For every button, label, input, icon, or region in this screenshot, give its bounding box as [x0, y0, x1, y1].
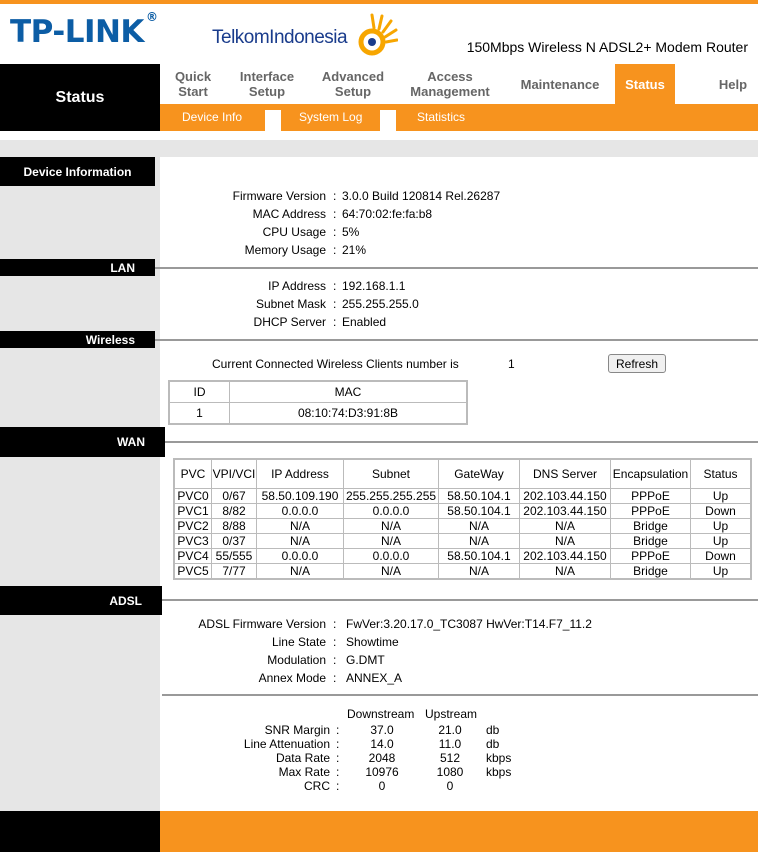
- table-cell: 255.255.255.255: [344, 489, 439, 504]
- ip-label: IP Address: [268, 279, 326, 293]
- annex-label: Annex Mode: [258, 671, 326, 685]
- table-cell: 58.50.104.1: [439, 504, 520, 519]
- table-cell: 7/77: [212, 564, 257, 580]
- menu-access-management[interactable]: Access Management: [410, 69, 490, 99]
- table-row: [174, 564, 751, 580]
- table-cell: N/A: [439, 564, 520, 580]
- annex-value: ANNEX_A: [346, 671, 403, 685]
- stat-label: CRC: [304, 779, 330, 793]
- table-cell: PVC2: [174, 519, 212, 534]
- table-cell: N/A: [520, 534, 611, 549]
- table-cell: N/A: [344, 564, 439, 580]
- table-cell: PPPoE: [611, 489, 691, 504]
- colon: :: [333, 279, 337, 293]
- cpu-label: CPU Usage: [262, 225, 326, 239]
- table-cell: N/A: [257, 519, 344, 534]
- table-cell: 58.50.109.190: [257, 489, 344, 504]
- stat-downstream: 14.0: [370, 737, 394, 751]
- dhcp-label: DHCP Server: [253, 315, 326, 329]
- sub-menu: [160, 104, 758, 131]
- table-cell: PVC1: [174, 504, 212, 519]
- table-cell: Up: [691, 564, 752, 580]
- colon: :: [333, 617, 337, 631]
- submenu-system-log[interactable]: System Log: [299, 110, 363, 124]
- menu-maintenance[interactable]: Maintenance: [520, 76, 600, 92]
- table-header-id: ID: [169, 381, 230, 403]
- table-cell: N/A: [344, 519, 439, 534]
- stat-label: Data Rate: [275, 751, 330, 765]
- menu-help[interactable]: Help: [718, 76, 748, 92]
- section-wireless: Wireless: [0, 331, 155, 348]
- table-cell: Bridge: [611, 519, 691, 534]
- stat-label: Max Rate: [278, 765, 330, 779]
- colon: :: [333, 225, 337, 239]
- colon: :: [333, 297, 337, 311]
- telkom-logo-text: TelkomIndonesia: [212, 27, 348, 48]
- wan-header-status: Status: [691, 459, 752, 489]
- wan-header-ip: IP Address: [257, 459, 344, 489]
- modulation-value: G.DMT: [346, 653, 385, 667]
- submenu-statistics[interactable]: Statistics: [417, 110, 466, 124]
- section-wan: WAN: [0, 427, 165, 457]
- registered-mark: ®: [145, 9, 158, 24]
- ip-value: 192.168.1.1: [342, 279, 406, 293]
- table-cell: 202.103.44.150: [520, 489, 611, 504]
- section-device-information: Device Information: [0, 157, 155, 186]
- stat-unit: kbps: [486, 751, 512, 765]
- table-cell: 0/37: [212, 534, 257, 549]
- table-cell: N/A: [344, 534, 439, 549]
- table-row: [174, 549, 751, 564]
- mac-label: MAC Address: [252, 207, 326, 221]
- table-cell: PVC0: [174, 489, 212, 504]
- wan-header-encapsulation: Encapsulation: [611, 459, 691, 489]
- menu-interface-setup[interactable]: Interface Setup: [239, 69, 295, 99]
- content-top-band: [0, 140, 758, 157]
- table-cell: 55/555: [212, 549, 257, 564]
- firmware-label: Firmware Version: [232, 189, 326, 203]
- telkom-sun-icon: [352, 12, 398, 58]
- mac-value: 64:70:02:fe:fa:b8: [342, 207, 433, 221]
- main-menu: [160, 64, 758, 104]
- colon: :: [336, 737, 340, 751]
- divider: [162, 694, 758, 696]
- wan-header-dns: DNS Server: [520, 459, 611, 489]
- refresh-button[interactable]: Refresh: [608, 354, 666, 373]
- table-cell: 8/82: [212, 504, 257, 519]
- menu-advanced-setup[interactable]: Advanced Setup: [321, 69, 385, 99]
- table-cell: 0.0.0.0: [344, 504, 439, 519]
- table-cell: PPPoE: [611, 549, 691, 564]
- table-row: [174, 519, 751, 534]
- product-name: 150Mbps Wireless N ADSL2+ Modem Router: [466, 39, 748, 55]
- table-cell: 0.0.0.0: [257, 504, 344, 519]
- table-cell: PVC5: [174, 564, 212, 580]
- wan-header-gateway: GateWay: [439, 459, 520, 489]
- colon: :: [333, 207, 337, 221]
- divider: [165, 441, 758, 443]
- subnet-label: Subnet Mask: [255, 297, 326, 311]
- upstream-header: Upstream: [425, 707, 478, 721]
- wan-header-pvc: PVC: [174, 459, 212, 489]
- footer-left: [0, 811, 160, 852]
- table-cell: 1: [169, 403, 230, 425]
- stat-downstream: 37.0: [370, 723, 394, 737]
- colon: :: [336, 723, 340, 737]
- brand-text: TP-LINK: [10, 14, 144, 50]
- table-cell: PVC4: [174, 549, 212, 564]
- submenu-divider: [380, 110, 396, 131]
- table-cell: N/A: [439, 534, 520, 549]
- stat-downstream: 10976: [365, 765, 399, 779]
- wireless-clients-label: Current Connected Wireless Clients number is: [212, 357, 459, 371]
- colon: :: [333, 635, 337, 649]
- stat-downstream: 0: [378, 779, 386, 793]
- table-row: [174, 534, 751, 549]
- colon: :: [333, 189, 337, 203]
- section-adsl: ADSL: [0, 586, 162, 615]
- adsl-firmware-label: ADSL Firmware Version: [198, 617, 326, 631]
- page-title: Status: [0, 64, 160, 131]
- cpu-value: 5%: [342, 225, 360, 239]
- table-cell: Down: [691, 549, 752, 564]
- divider: [155, 339, 758, 341]
- tp-link-logo: [10, 9, 158, 50]
- adsl-firmware-value: FwVer:3.20.17.0_TC3087 HwVer:T14.F7_11.2: [346, 617, 592, 631]
- line-state-value: Showtime: [346, 635, 399, 649]
- header: [0, 4, 758, 64]
- footer-bar: [160, 811, 758, 852]
- table-cell: N/A: [257, 564, 344, 580]
- stat-upstream: 21.0: [438, 723, 462, 737]
- table-cell: Up: [691, 534, 752, 549]
- table-cell: 0.0.0.0: [257, 549, 344, 564]
- wan-header-subnet: Subnet: [344, 459, 439, 489]
- submenu-device-info[interactable]: Device Info: [182, 110, 243, 124]
- stat-unit: db: [486, 723, 500, 737]
- menu-status[interactable]: Status: [615, 64, 675, 104]
- stat-downstream: 2048: [368, 751, 396, 765]
- memory-value: 21%: [342, 243, 367, 257]
- table-cell: N/A: [439, 519, 520, 534]
- stat-upstream: 0: [446, 779, 454, 793]
- menu-quick-start[interactable]: Quick Start: [174, 69, 212, 99]
- colon: :: [336, 765, 340, 779]
- stat-label: SNR Margin: [264, 723, 330, 737]
- downstream-header: Downstream: [347, 707, 415, 721]
- colon: :: [336, 779, 340, 793]
- table-cell: PPPoE: [611, 504, 691, 519]
- stat-upstream: 1080: [436, 765, 464, 779]
- colon: :: [333, 243, 337, 257]
- wireless-clients-count: 1: [508, 357, 515, 371]
- table-cell: 58.50.104.1: [439, 549, 520, 564]
- table-cell: 202.103.44.150: [520, 549, 611, 564]
- stat-unit: db: [486, 737, 500, 751]
- modulation-label: Modulation: [267, 653, 326, 667]
- table-cell: N/A: [257, 534, 344, 549]
- table-cell: 0/67: [212, 489, 257, 504]
- table-cell: Up: [691, 519, 752, 534]
- colon: :: [336, 751, 340, 765]
- table-cell: 0.0.0.0: [344, 549, 439, 564]
- table-cell: PVC3: [174, 534, 212, 549]
- table-header-mac: MAC: [230, 381, 468, 403]
- table-cell: Down: [691, 504, 752, 519]
- wireless-clients-table: [168, 380, 468, 425]
- table-cell: N/A: [520, 519, 611, 534]
- table-cell: 202.103.44.150: [520, 504, 611, 519]
- table-cell: 08:10:74:D3:91:8B: [230, 403, 468, 425]
- section-lan: LAN: [0, 259, 155, 276]
- table-row: [174, 489, 751, 504]
- table-cell: 58.50.104.1: [439, 489, 520, 504]
- colon: :: [333, 671, 337, 685]
- wan-table: [173, 458, 752, 580]
- colon: :: [333, 653, 337, 667]
- divider: [162, 599, 758, 601]
- table-cell: Bridge: [611, 564, 691, 580]
- dhcp-value: Enabled: [342, 315, 387, 329]
- table-row: [174, 504, 751, 519]
- stat-upstream: 512: [439, 751, 461, 765]
- stat-unit: kbps: [486, 765, 512, 779]
- table-row: [169, 403, 467, 425]
- table-cell: 8/88: [212, 519, 257, 534]
- table-cell: Bridge: [611, 534, 691, 549]
- wan-header-vpivci: VPI/VCI: [212, 459, 257, 489]
- subnet-value: 255.255.255.0: [342, 297, 419, 311]
- colon: :: [333, 315, 337, 329]
- submenu-divider: [265, 110, 281, 131]
- line-state-label: Line State: [271, 635, 326, 649]
- stat-upstream: 11.0: [438, 737, 462, 751]
- memory-label: Memory Usage: [244, 243, 326, 257]
- firmware-value: 3.0.0 Build 120814 Rel.26287: [342, 189, 501, 203]
- table-cell: N/A: [520, 564, 611, 580]
- table-cell: Up: [691, 489, 752, 504]
- divider: [155, 267, 758, 269]
- stat-label: Line Attenuation: [243, 737, 330, 751]
